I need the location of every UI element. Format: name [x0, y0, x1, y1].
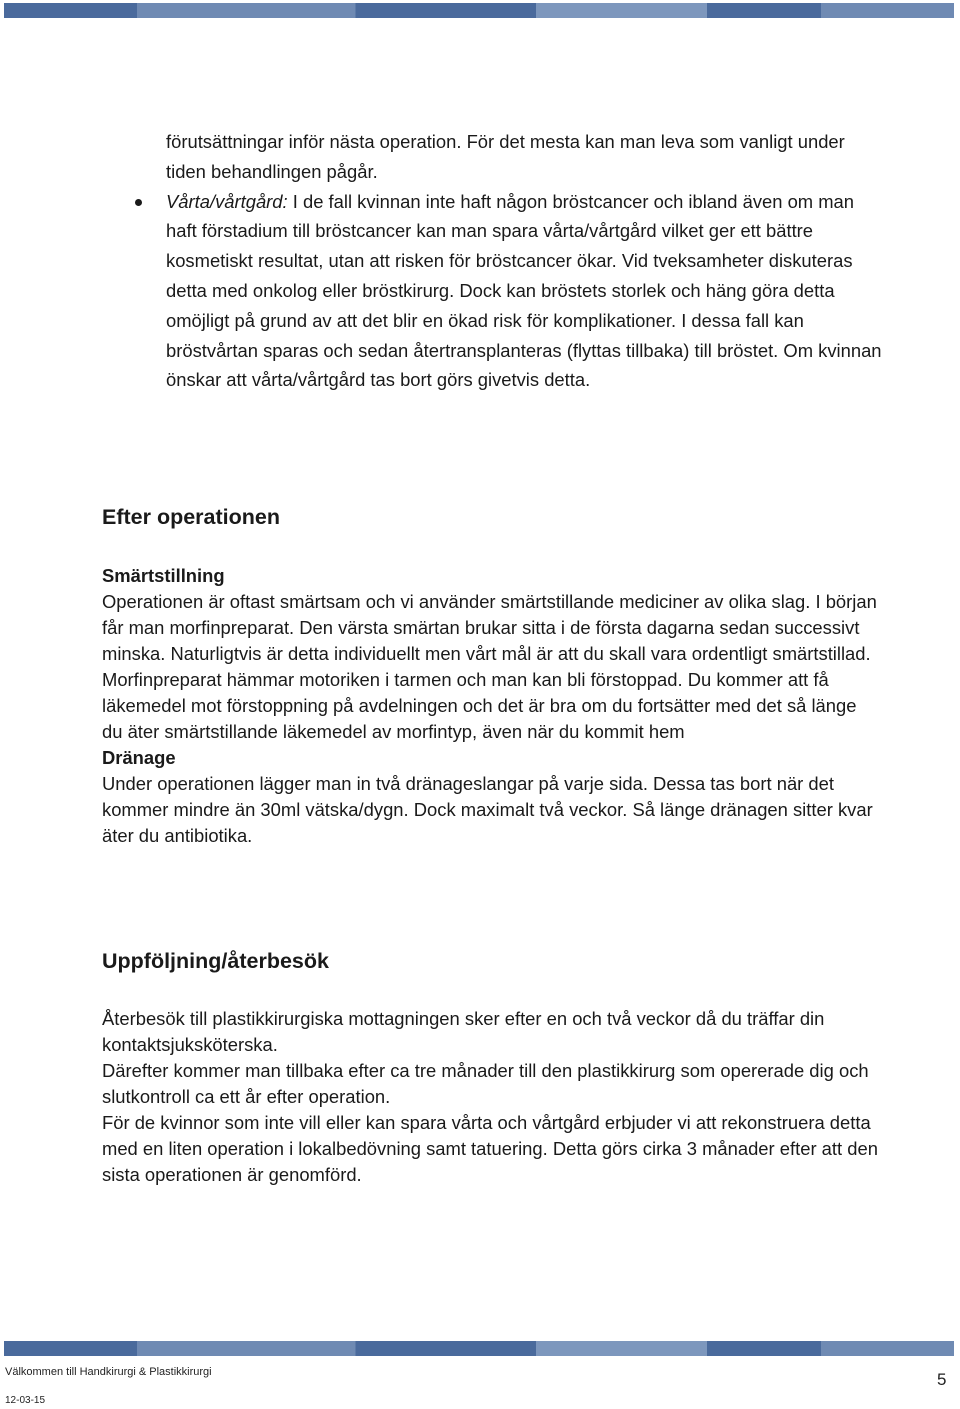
paragraph-drainage: Under operationen lägger man in två dränageslangar på varje sida. Dessa tas bort när det kommer mindre än 30ml vätska/dygn. Dock maximalt två veckor. Så länge dränagen sitter kvar äter du antibiotika.: [102, 773, 873, 846]
paragraph-followup-1: Återbesök till plastikkirurgiska mottagningen sker efter en och två veckor då du träffar din kontaktsjuksköterska.: [102, 1008, 825, 1055]
followup-body: [102, 1006, 882, 1188]
bullet-term: Vårta/vårtgård:: [166, 190, 288, 212]
bullet-list: [166, 187, 886, 396]
section-after-operation: [102, 503, 882, 849]
intro-block: [166, 127, 886, 395]
paragraph-followup-3: För de kvinnor som inte vill eller kan spara vårta och vårtgård erbjuder vi att rekonstruera detta med en liten operation i lokalbedövning samt tatuering. Detta görs cirka 3 månader efter att den sista operationen är genomförd.: [102, 1112, 878, 1185]
paragraph-pain-1: Operationen är oftast smärtsam och vi använder smärtstillande mediciner av olika slag. I början får man morfinpreparat. Den värsta smärtan brukar sitta i de första dagarna sedan successivt minska. Naturligtvis är detta individuellt men vårt mål är att du skall vara ordentligt smärtstillad.: [102, 591, 877, 664]
bullet-icon: [135, 199, 142, 206]
subheading-drainage: Dränage: [102, 747, 176, 768]
subheading-pain: Smärtstillning: [102, 565, 225, 586]
paragraph-followup-2: Därefter kommer man tillbaka efter ca tre månader till den plastikkirurg som opererade dig och slutkontroll ca ett år efter operation.: [102, 1060, 869, 1107]
bullet-text: I de fall kvinnan inte haft någon bröstcancer och ibland även om man haft förstadium till bröstcancer kan man spara vårta/vårtgård vilket ger ett bättre kosmetiskt resultat, utan att risken för bröstcancer ökar. Vid tveksamheter diskuteras detta med onkolog eller bröstkirurg. Dock kan bröstets storlek och häng göra detta omöjligt på grund av att det blir en ökad risk för komplikationer. I dessa fall kan bröstvårtan sparas och sedan återtransplanteras (flyttas tillbaka) till bröstet. Om kvinnan önskar att vårta/vårtgård tas bort görs givetvis detta.: [166, 190, 882, 391]
footer-date: 12-03-15: [5, 1395, 46, 1406]
section-heading-after: Efter operationen: [102, 505, 280, 529]
footer-decorative-band: [4, 1341, 954, 1356]
section-followup: [102, 947, 882, 1188]
header-decorative-band: [4, 3, 954, 18]
bullet-item-nipple: [166, 187, 886, 396]
section-heading-followup: Uppföljning/återbesök: [102, 949, 329, 973]
page-number: 5: [937, 1370, 947, 1389]
intro-continuation: förutsättningar inför nästa operation. För det mesta kan man leva som vanligt under tiden behandlingen pågår.: [166, 131, 845, 182]
paragraph-pain-2: Morfinpreparat hämmar motoriken i tarmen och man kan bli förstoppad. Du kommer att få läkemedel mot förstoppning på avdelningen och det är bra om du fortsätter med det så länge du äter smärtstillande läkemedel av morfintyp, även när du kommit hem: [102, 669, 857, 742]
footer-title: Välkommen till Handkirurgi & Plastikkirurgi: [5, 1366, 212, 1378]
